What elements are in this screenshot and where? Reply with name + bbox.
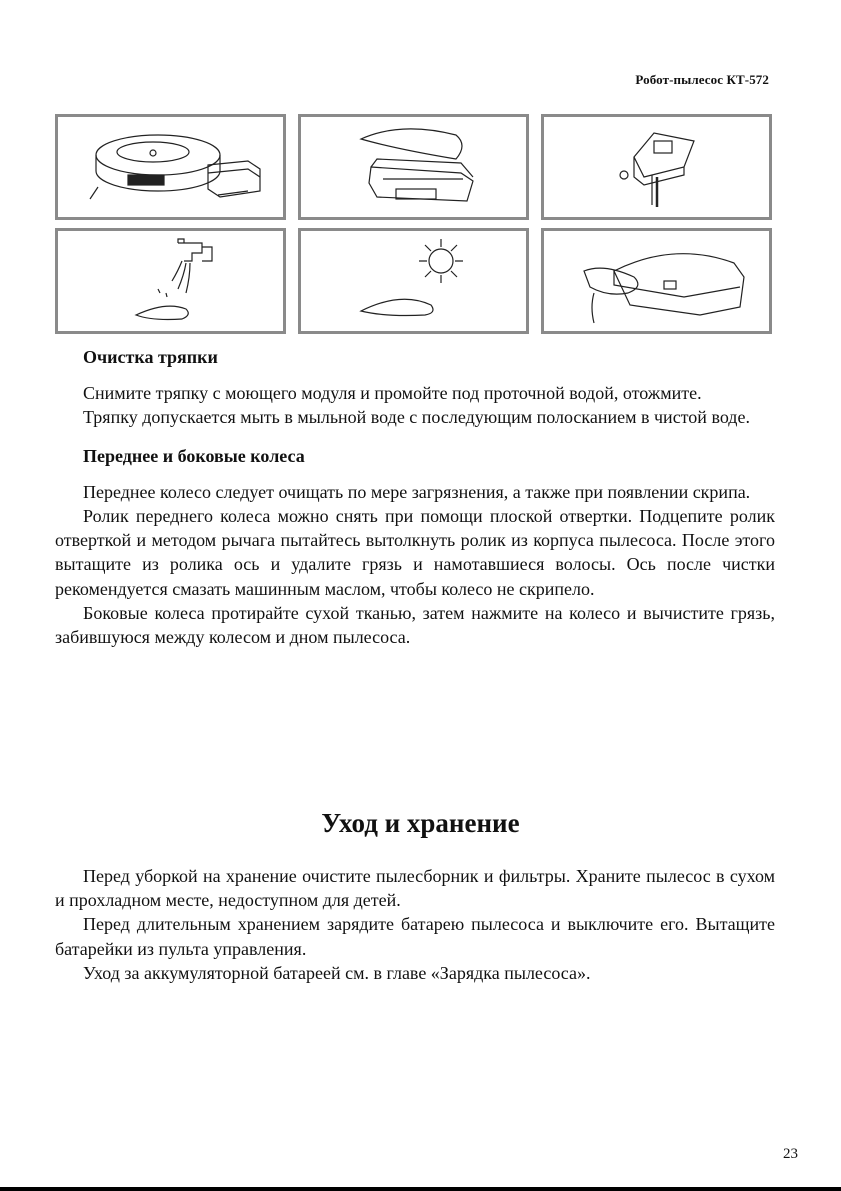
section-title-wheels: Переднее и боковые колеса — [83, 445, 305, 466]
illustration-grid — [55, 114, 773, 336]
paragraph: Тряпку допускается мыть в мыльной воде с последующим полосканием в чистой воде. — [83, 407, 750, 428]
paragraph: Перед длительным хранением зарядите батарею пылесоса и выключите его. Вытащите батарейки из пульта управления. — [55, 914, 775, 959]
care-storage-heading: Уход и хранение — [321, 808, 520, 838]
paragraph: Уход за аккумуляторной батареей см. в главе «Зарядка пылесоса». — [83, 962, 591, 983]
bottom-rule — [0, 1187, 841, 1191]
paragraph: Ролик переднего колеса можно снять при помощи плоской отвертки. Подцепите ролик отверткой и методом рычага пытайтесь вытолкнуть ролик из корпуса пылесоса. После этого вытащите из ролика ось и удалите грязь и намотавшиеся волосы. Ось после чистки рекомендуется смазать машинным маслом, чтобы колесо не скрипело. — [55, 506, 775, 599]
paragraph: Боковые колеса протирайте сухой тканью, затем нажмите на колесо и вычистите грязь, забившуюся между колесом и дном пылесоса. — [55, 602, 775, 648]
paragraph: Снимите тряпку с моющего модуля и промойте под проточной водой, отожмите. — [83, 383, 702, 404]
robot-with-mop-illustration — [55, 114, 286, 220]
paragraph: Переднее колесо следует очищать по мере загрязнения, а также при появлении скрипа. — [83, 481, 751, 502]
drying-mop-in-sun-illustration — [298, 228, 529, 334]
washing-mop-under-tap-illustration — [55, 228, 286, 334]
mop-and-water-tank-illustration — [298, 114, 529, 220]
attaching-mop-illustration — [541, 228, 772, 334]
page-number: 23 — [783, 1146, 798, 1162]
document-header: Робот-пылесос КТ-572 — [635, 72, 769, 87]
mop-module-side-illustration — [541, 114, 772, 220]
cleaning-instructions — [55, 345, 775, 649]
section-title-mop-cleaning: Очистка тряпки — [83, 347, 218, 367]
care-storage-instructions — [55, 864, 775, 985]
paragraph: Перед уборкой на хранение очистите пылесборник и фильтры. Храните пылесос в сухом и прохладном месте, недоступном для детей. — [55, 866, 775, 911]
